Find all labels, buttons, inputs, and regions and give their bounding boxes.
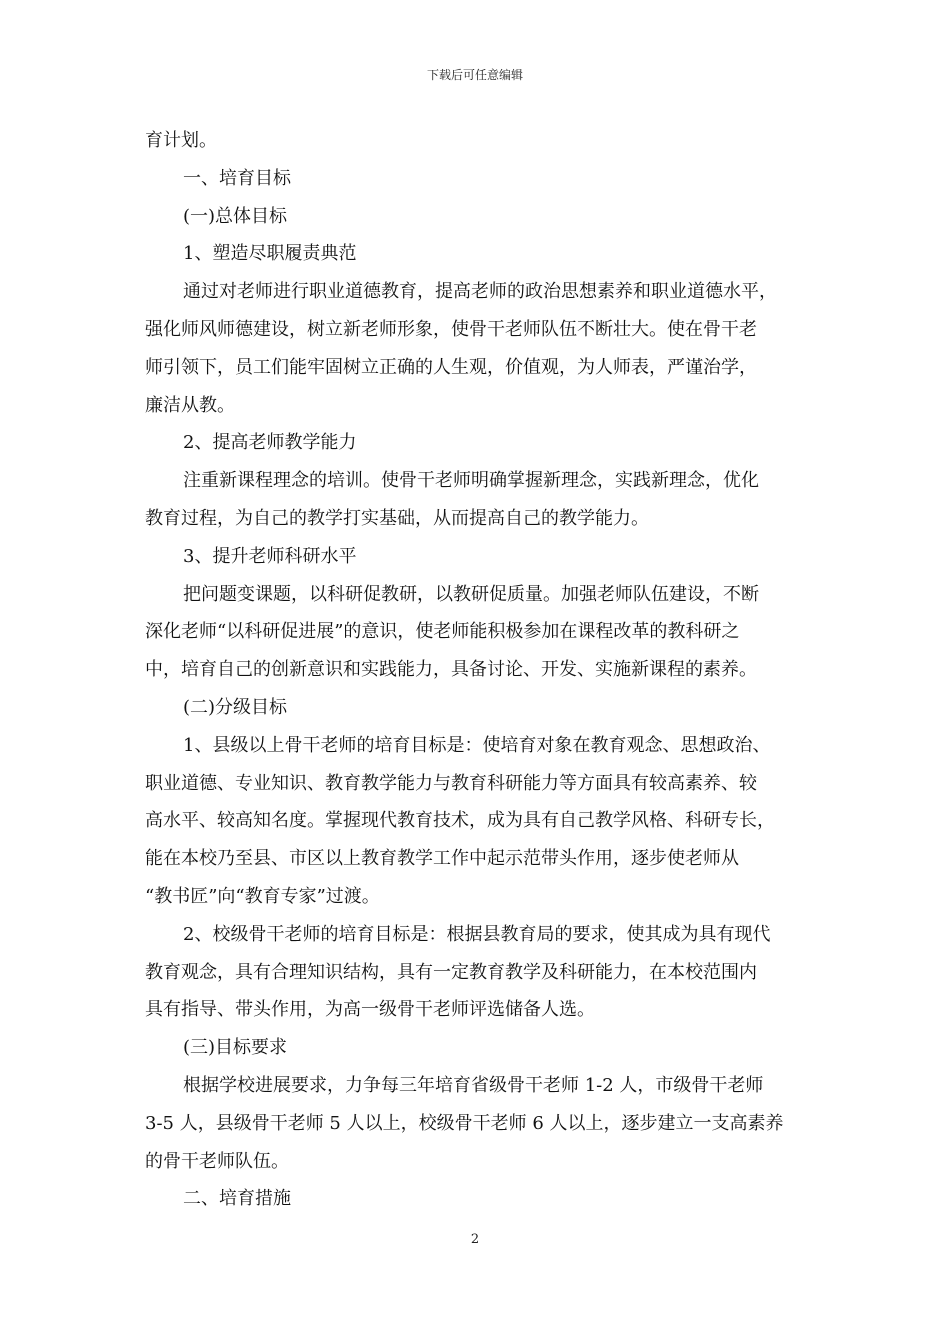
- page-number: 2: [470, 1232, 480, 1247]
- paragraph-line: 师引领下，员工们能牢固树立正确的人生观，价值观，为人师表，严谨治学，: [145, 356, 757, 378]
- paragraph-line: 注重新课程理念的培训。使骨干老师明确掌握新理念，实践新理念，优化: [183, 470, 759, 492]
- paragraph-line: 2、校级骨干老师的培育目标是：根据县教育局的要求，使其成为具有现代: [183, 923, 771, 945]
- paragraph-line: 根据学校进展要求，力争每三年培育省级骨干老师 1-2 人，市级骨干老师: [183, 1074, 764, 1096]
- paragraph-line: 教育过程，为自己的教学打实基础，从而提高自己的教学能力。: [145, 507, 649, 529]
- paragraph-line: 具有指导、带头作用，为高一级骨干老师评选储备人选。: [145, 999, 595, 1021]
- paragraph-line: 廉洁从教。: [145, 394, 235, 416]
- paragraph-line: 3-5 人，县级骨干老师 5 人以上，校级骨干老师 6 人以上，逐步建立一支高素养: [145, 1112, 784, 1134]
- paragraph-line: 1、县级以上骨干老师的培育目标是：使培育对象在教育观念、思想政治、: [183, 734, 771, 756]
- subsection-heading: (二)分级目标: [183, 696, 288, 718]
- paragraph-line: 职业道德、专业知识、教育教学能力与教育科研能力等方面具有较高素养、较: [145, 772, 757, 794]
- subsection-heading: (一)总体目标: [183, 205, 288, 227]
- paragraph-line: 强化师风师德建设，树立新老师形象，使骨干老师队伍不断壮大。使在骨干老: [145, 318, 757, 340]
- paragraph-line: 把问题变课题，以科研促教研，以教研促质量。加强老师队伍建设，不断: [183, 583, 759, 605]
- paragraph-line: 通过对老师进行职业道德教育，提高老师的政治思想素养和职业道德水平，: [183, 281, 777, 303]
- paragraph-line: 能在本校乃至县、市区以上教育教学工作中起示范带头作用，逐步使老师从: [145, 848, 739, 870]
- paragraph-line: 深化老师“以科研促进展”的意识，使老师能积极参加在课程改革的教科研之: [145, 621, 740, 643]
- section-heading: 二、培育措施: [183, 1188, 291, 1210]
- paragraph-line: 高水平、较高知名度。掌握现代教育技术，成为具有自己教学风格、科研专长，: [145, 810, 775, 832]
- page-header: 下载后可任意编辑: [426, 68, 523, 82]
- paragraph-line: 教育观念，具有合理知识结构，具有一定教育教学及科研能力，在本校范围内: [145, 961, 757, 983]
- document-body: [145, 122, 807, 1218]
- paragraph-line: 的骨干老师队伍。: [145, 1150, 289, 1172]
- section-heading: 一、培育目标: [183, 167, 291, 189]
- subsection-heading: (三)目标要求: [183, 1037, 288, 1059]
- paragraph-line: 育计划。: [145, 130, 217, 151]
- paragraph-line: “教书匠”向“教育专家”过渡。: [145, 885, 380, 907]
- item-heading: 2、提高老师教学能力: [183, 432, 357, 454]
- paragraph-line: 中，培育自己的创新意识和实践能力，具备讨论、开发、实施新课程的素养。: [145, 659, 757, 681]
- item-heading: 3、提升老师科研水平: [183, 545, 357, 567]
- item-heading: 1、塑造尽职履责典范: [183, 243, 357, 265]
